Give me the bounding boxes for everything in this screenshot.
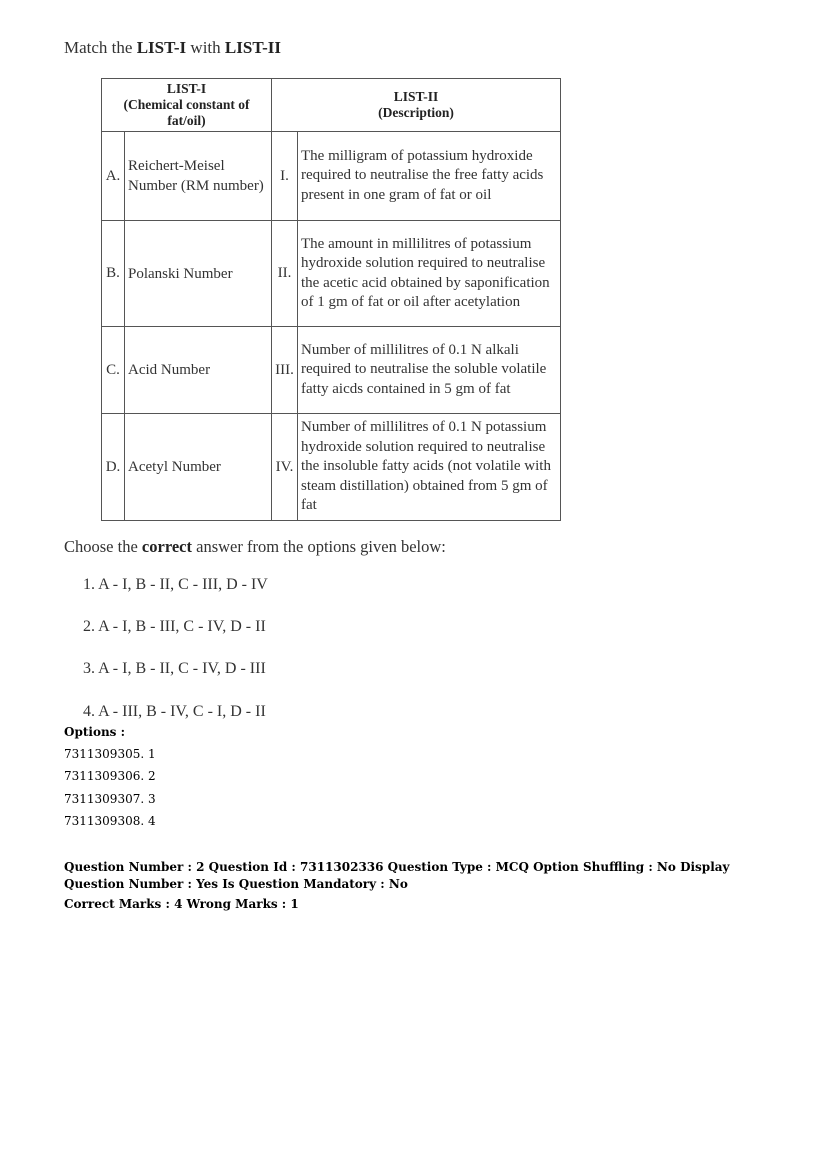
row-name: Acid Number: [125, 327, 272, 414]
answer-option-4: 4. A - III, B - IV, C - I, D - II: [83, 703, 266, 720]
list1-header: [102, 79, 272, 132]
row-description: The amount in millilitres of potassium hydroxide solution required to neutralise the acetic acid obtained by saponification of 1 gm of fat or oil after acetylation: [298, 221, 561, 327]
match-table: [101, 78, 561, 521]
heading-list2: LIST-II: [224, 38, 281, 57]
question-heading: [64, 38, 281, 58]
list1-subtitle: (Chemical constant of fat/oil): [123, 97, 250, 128]
choose-instruction: [64, 537, 446, 557]
option-id-4: 7311309308. 4: [64, 814, 156, 828]
row-name: Polanski Number: [125, 221, 272, 327]
row-roman: III.: [272, 327, 298, 414]
row-description: Number of millilitres of 0.1 N potassium hydroxide solution required to neutralise the insoluble fatty acids (not volatile with steam distillation) obtained from 5 gm of fat: [298, 414, 561, 521]
list1-title: LIST-I: [166, 81, 207, 96]
row-name: Acetyl Number: [125, 414, 272, 521]
option-id-3: 7311309307. 3: [64, 792, 156, 806]
metadata-line-1: Question Number : 2 Question Id : 7311302336 Question Type : MCQ Option Shuffling : No Display Question Number : Yes Is Question Mandatory : No: [64, 860, 730, 891]
row-name: Reichert-Meisel Number (RM number): [125, 132, 272, 221]
options-title: Options :: [64, 725, 126, 739]
answer-option-2: 2. A - I, B - III, C - IV, D - II: [83, 618, 266, 635]
table-row: [102, 414, 561, 521]
choose-suffix: answer from the options given below:: [192, 537, 446, 556]
table-row: [102, 221, 561, 327]
choose-prefix: Choose the: [64, 537, 142, 556]
metadata-line-2: Correct Marks : 4 Wrong Marks : 1: [64, 897, 299, 911]
table-row: [102, 327, 561, 414]
answer-option-3: 3. A - I, B - II, C - IV, D - III: [83, 660, 266, 677]
row-letter: B.: [102, 221, 125, 327]
row-description: Number of millilitres of 0.1 N alkali required to neutralise the soluble volatile fatty aicds contained in 5 gm of fat: [298, 327, 561, 414]
row-roman: II.: [272, 221, 298, 327]
row-letter: D.: [102, 414, 125, 521]
list2-header: [272, 79, 561, 132]
heading-with: with: [186, 38, 225, 57]
heading-list1: LIST-I: [136, 38, 187, 57]
row-description: The milligram of potassium hydroxide required to neutralise the free fatty acids present in one gram of fat or oil: [298, 132, 561, 221]
list2-subtitle: (Description): [378, 105, 454, 120]
row-roman: IV.: [272, 414, 298, 521]
answer-option-1: 1. A - I, B - II, C - III, D - IV: [83, 576, 268, 593]
option-id-1: 7311309305. 1: [64, 747, 156, 761]
row-roman: I.: [272, 132, 298, 221]
table-row: [102, 132, 561, 221]
row-letter: A.: [102, 132, 125, 221]
question-metadata: [64, 859, 764, 913]
row-letter: C.: [102, 327, 125, 414]
list2-title: LIST-II: [393, 89, 439, 104]
choose-bold: correct: [141, 537, 192, 556]
option-id-2: 7311309306. 2: [64, 769, 156, 783]
heading-prefix: Match the: [64, 38, 137, 57]
table-header-row: [102, 79, 561, 132]
